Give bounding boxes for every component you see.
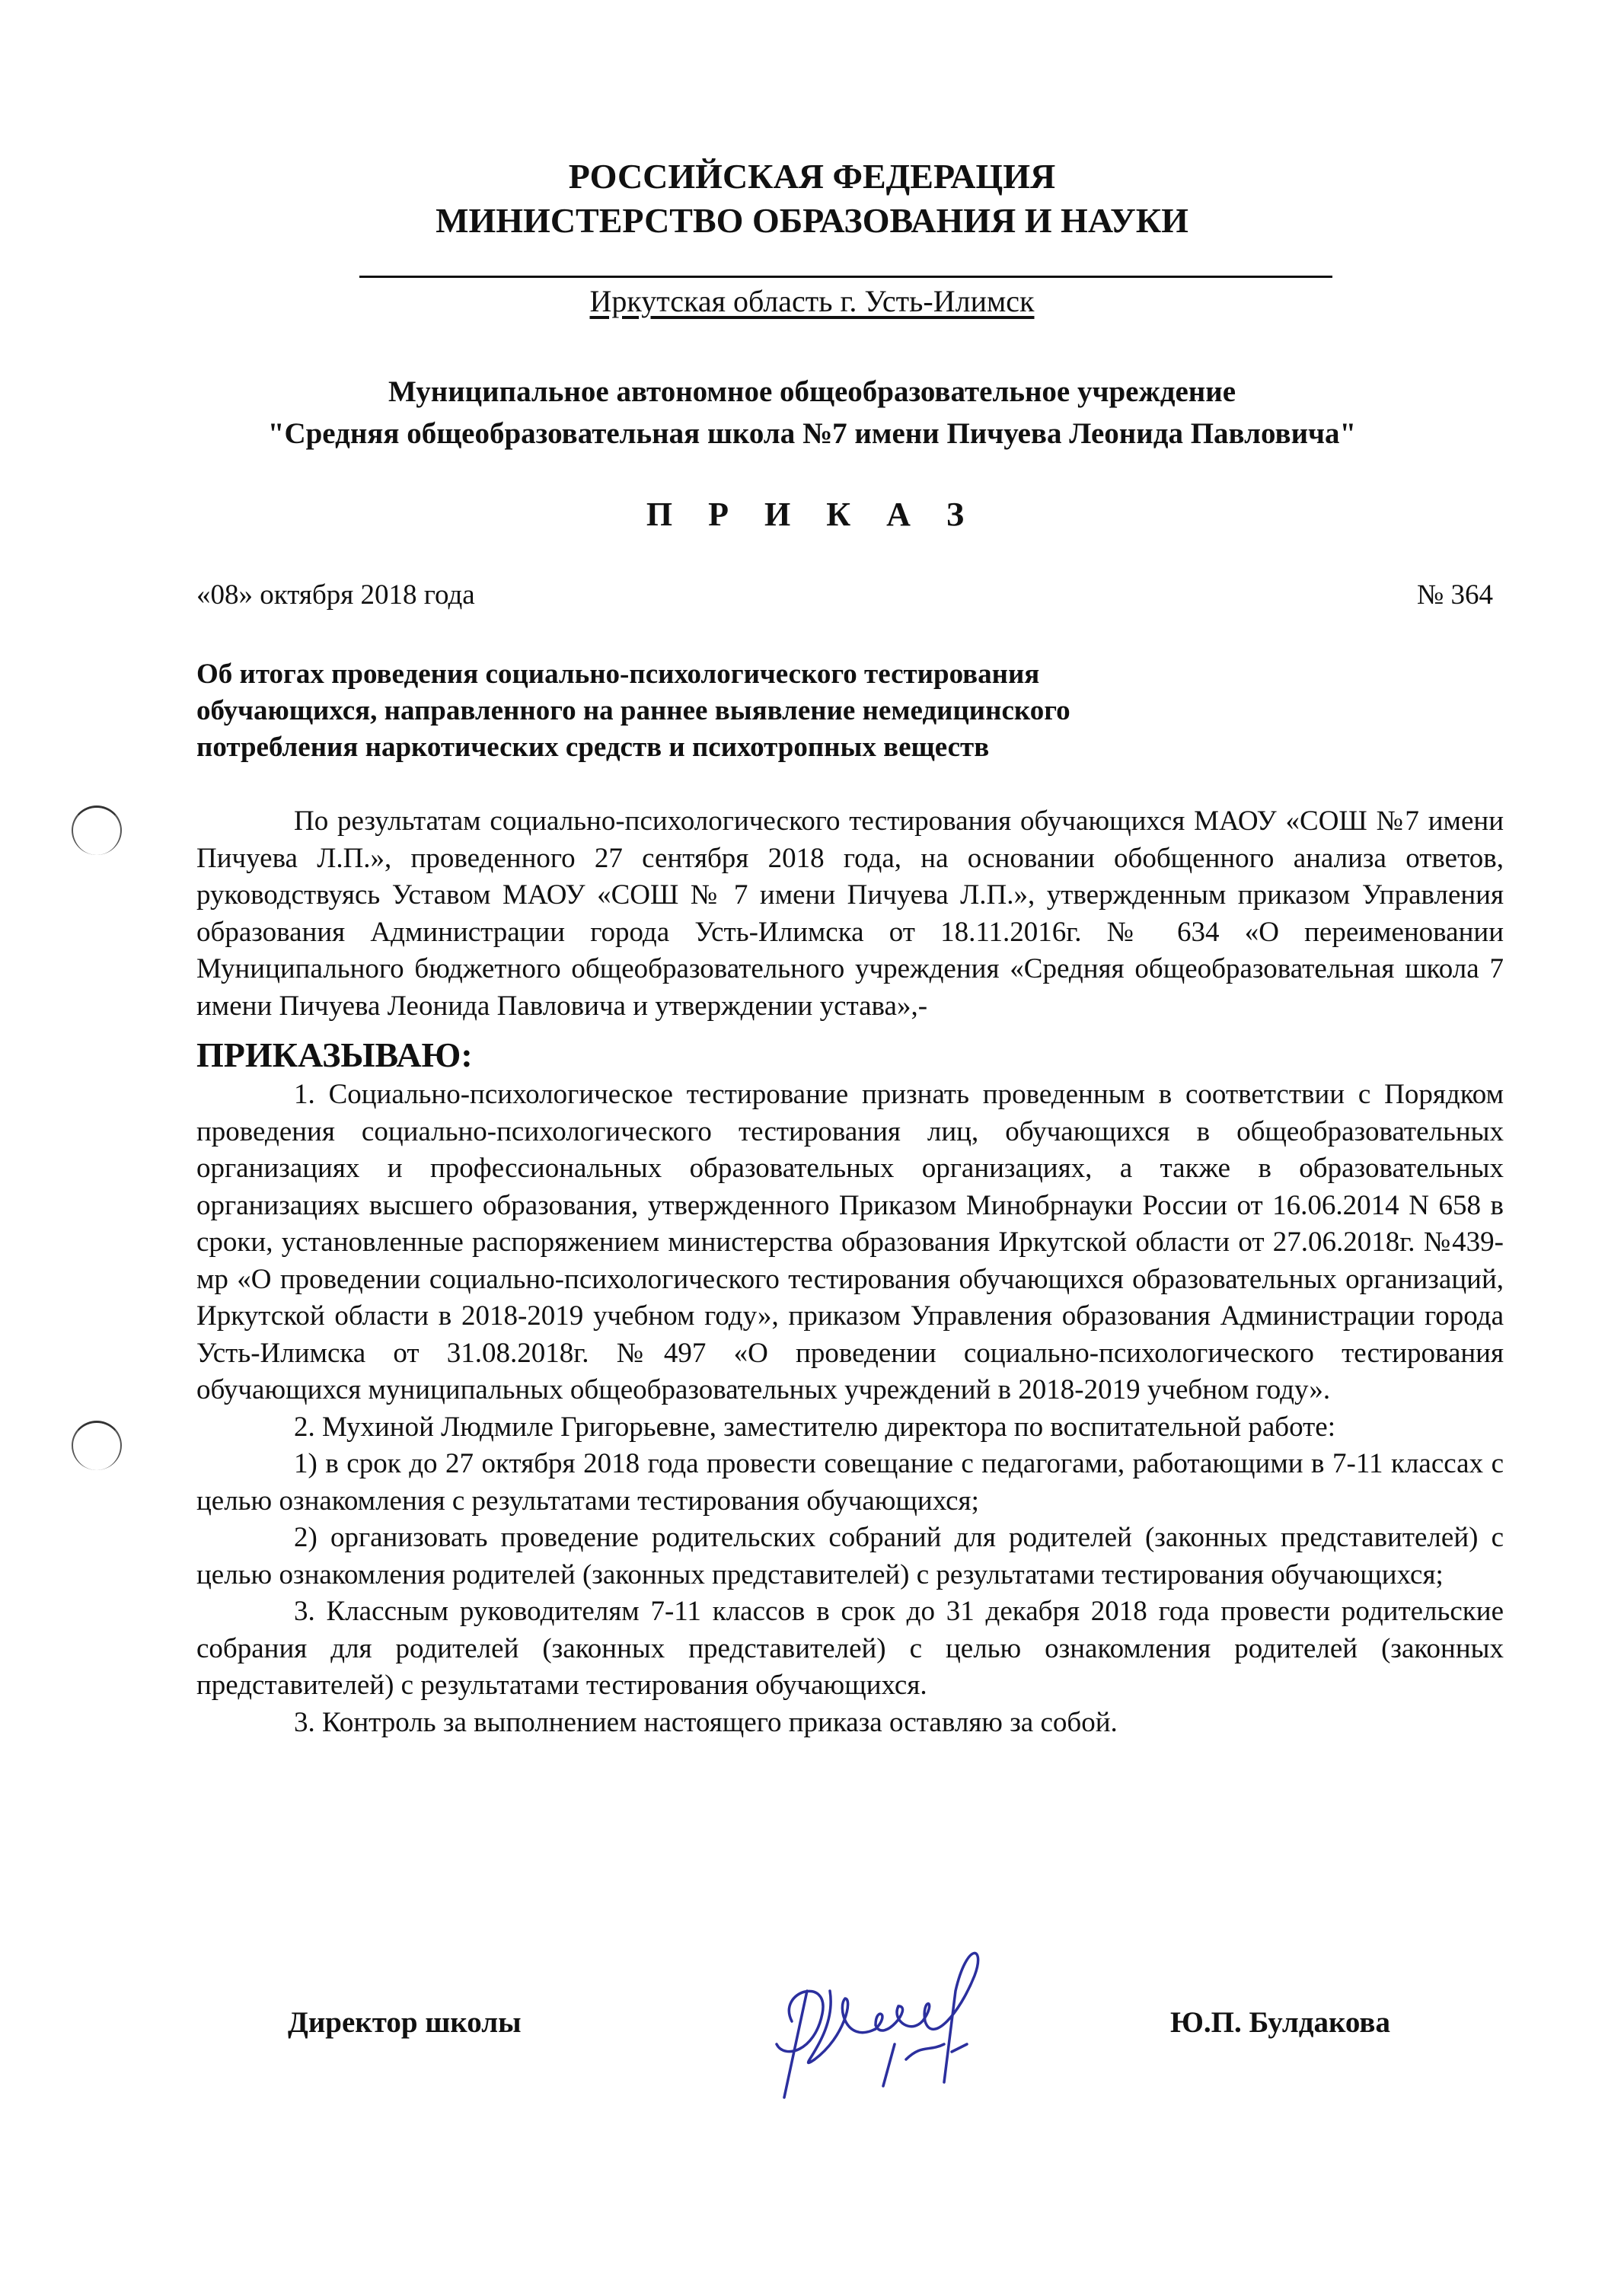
order-item: 3. Классным руководителям 7-11 классов в срок до 31 декабря 2018 года провести родительские собрания для родителей (законных представителей) с целью ознакомления родителей (законных представителей) с результатами тестирования обучающихся.: [196, 1596, 1504, 1701]
punch-hole-mark: [72, 1421, 122, 1470]
order-body: [196, 803, 1504, 1741]
order-number: № 364: [1416, 579, 1493, 611]
org-line-1: Муниципальное автономное общеобразовательное учреждение: [388, 375, 1236, 408]
region-line: [0, 283, 1624, 319]
order-heading: ПРИКАЗЫВАЮ:: [196, 1035, 473, 1074]
ministry-heading: МИНИСТЕРСТВО ОБРАЗОВАНИЯ И НАУКИ: [436, 201, 1188, 240]
handwritten-signature: [761, 1945, 1035, 2120]
signatory-title: Директор школы: [288, 2006, 522, 2039]
header-divider: [359, 276, 1332, 278]
order-item: 2. Мухиной Людмиле Григорьевне, заместителю директора по воспитательной работе:: [294, 1411, 1336, 1443]
org-line-2: "Средняя общеобразовательная школа №7 имени Пичуева Леонида Павловича": [267, 417, 1357, 450]
punch-hole-mark: [72, 805, 122, 855]
order-date: «08» октября 2018 года: [196, 579, 475, 611]
order-item: 2) организовать проведение родительских собраний для родителей (законных представителей) с целью ознакомления родителей (законных представителей) с результатами тестирования обучающихся;: [196, 1522, 1504, 1590]
order-subject: [196, 656, 1070, 766]
subject-line: обучающихся, направленного на раннее выявление немедицинского: [196, 695, 1070, 726]
preamble: По результатам социально-психологического тестирования обучающихся МАОУ «СОШ №7 имени Пичуева Л.П.», проведенного 27 сентября 2018 года, на основании обобщенного анализа ответов, руководствуясь Уставом МАОУ «СОШ № 7 имени Пичуева Л.П.», утвержденным приказом Управления образования Администрации города Усть-Илимска от 18.11.2016г. № 634 «О переименовании Муниципального бюджетного общеобразовательного учреждения «Средняя общеобразовательная школа 7 имени Пичуева Леонида Павловича и утверждении устава»,-: [196, 805, 1504, 1022]
signatory-name: Ю.П. Булдакова: [1170, 2006, 1390, 2039]
order-item: 1. Социально-психологическое тестирование признать проведенным в соответствии с Порядком проведения социально-психологического тестирования лиц, обучающихся в общеобразовательных организациях и профессиональных образовательных организациях, а также в образовательных организациях высшего образования, утвержденного Приказом Минобрнауки России от 16.06.2014 N 658 в сроки, установленные распоряжением министерства образования Иркутской области от 27.06.2018г. №439-мр «О проведении социально-психологического тестирования обучающихся образовательных организаций, Иркутской области в 2018-2019 учебном году», приказом Управления образования Администрации города Усть-Илимска от 31.08.2018г. №497 «О проведении социально-психологического тестирования обучающихся муниципальных общеобразовательных учреждений в 2018-2019 учебном году».: [196, 1079, 1504, 1405]
subject-line: Об итогах проведения социально-психологического тестирования: [196, 659, 1040, 690]
region-text: Иркутская область г. Усть-Илимск: [589, 284, 1035, 318]
country-heading: РОССИЙСКАЯ ФЕДЕРАЦИЯ: [568, 157, 1056, 196]
subject-line: потребления наркотических средств и психотропных веществ: [196, 732, 990, 763]
organization-name: [0, 371, 1624, 455]
order-item: 3. Контроль за выполнением настоящего приказа оставляю за собой.: [294, 1706, 1118, 1738]
order-item: 1) в срок до 27 октября 2018 года провести совещание с педагогами, работающими в 7-11 классах с целью ознакомления с результатами тестирования обучающихся;: [196, 1448, 1504, 1517]
document-type: П Р И К А З: [646, 496, 978, 533]
